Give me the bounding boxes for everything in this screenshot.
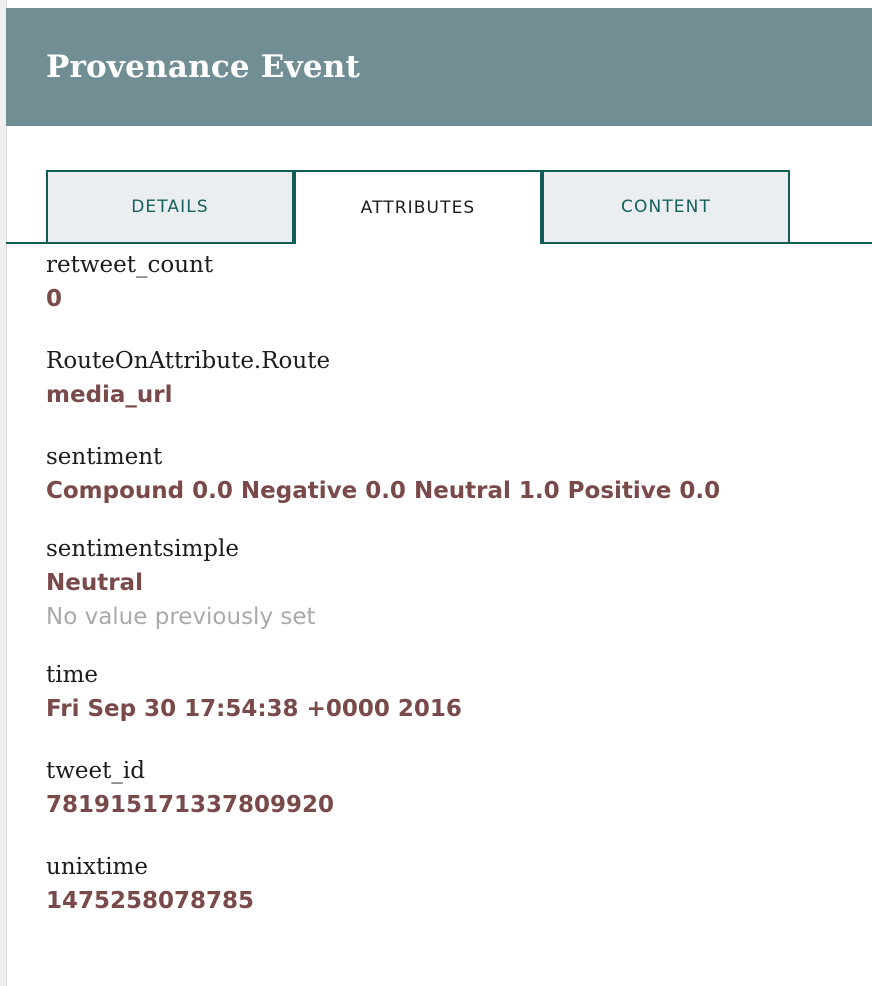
tab-attributes[interactable]: ATTRIBUTES — [294, 170, 542, 244]
attribute-name: time — [46, 662, 99, 688]
attribute-name: sentimentsimple — [46, 536, 239, 562]
attribute-list[interactable] — [6, 248, 872, 986]
attribute-value: Neutral — [46, 570, 143, 596]
list-item — [46, 440, 872, 508]
dialog-titlebar — [6, 8, 872, 126]
attribute-name: RouteOnAttribute.Route — [46, 348, 331, 374]
attribute-value: Fri Sep 30 17:54:38 +0000 2016 — [46, 696, 462, 722]
list-item — [46, 850, 872, 918]
attribute-value: 781915171337809920 — [46, 792, 335, 818]
list-item — [46, 658, 872, 726]
attribute-value: Compound 0.0 Negative 0.0 Neutral 1.0 Positive 0.0 — [46, 478, 721, 504]
attribute-value: media_url — [46, 382, 173, 408]
attribute-previous-value-note: No value previously set — [46, 604, 316, 630]
attribute-name: unixtime — [46, 854, 148, 880]
attribute-name: retweet_count — [46, 252, 214, 278]
tab-content[interactable]: CONTENT — [542, 170, 790, 242]
attribute-value: 0 — [46, 286, 63, 312]
tab-details[interactable]: DETAILS — [46, 170, 294, 242]
attribute-name: tweet_id — [46, 758, 145, 784]
list-item — [46, 248, 872, 316]
attribute-name: sentiment — [46, 444, 163, 470]
list-item — [46, 754, 872, 822]
list-item — [46, 532, 872, 634]
page-title: Provenance Event — [46, 49, 361, 85]
list-item — [46, 344, 872, 412]
attribute-value: 1475258078785 — [46, 888, 255, 914]
tab-bar — [6, 170, 872, 244]
